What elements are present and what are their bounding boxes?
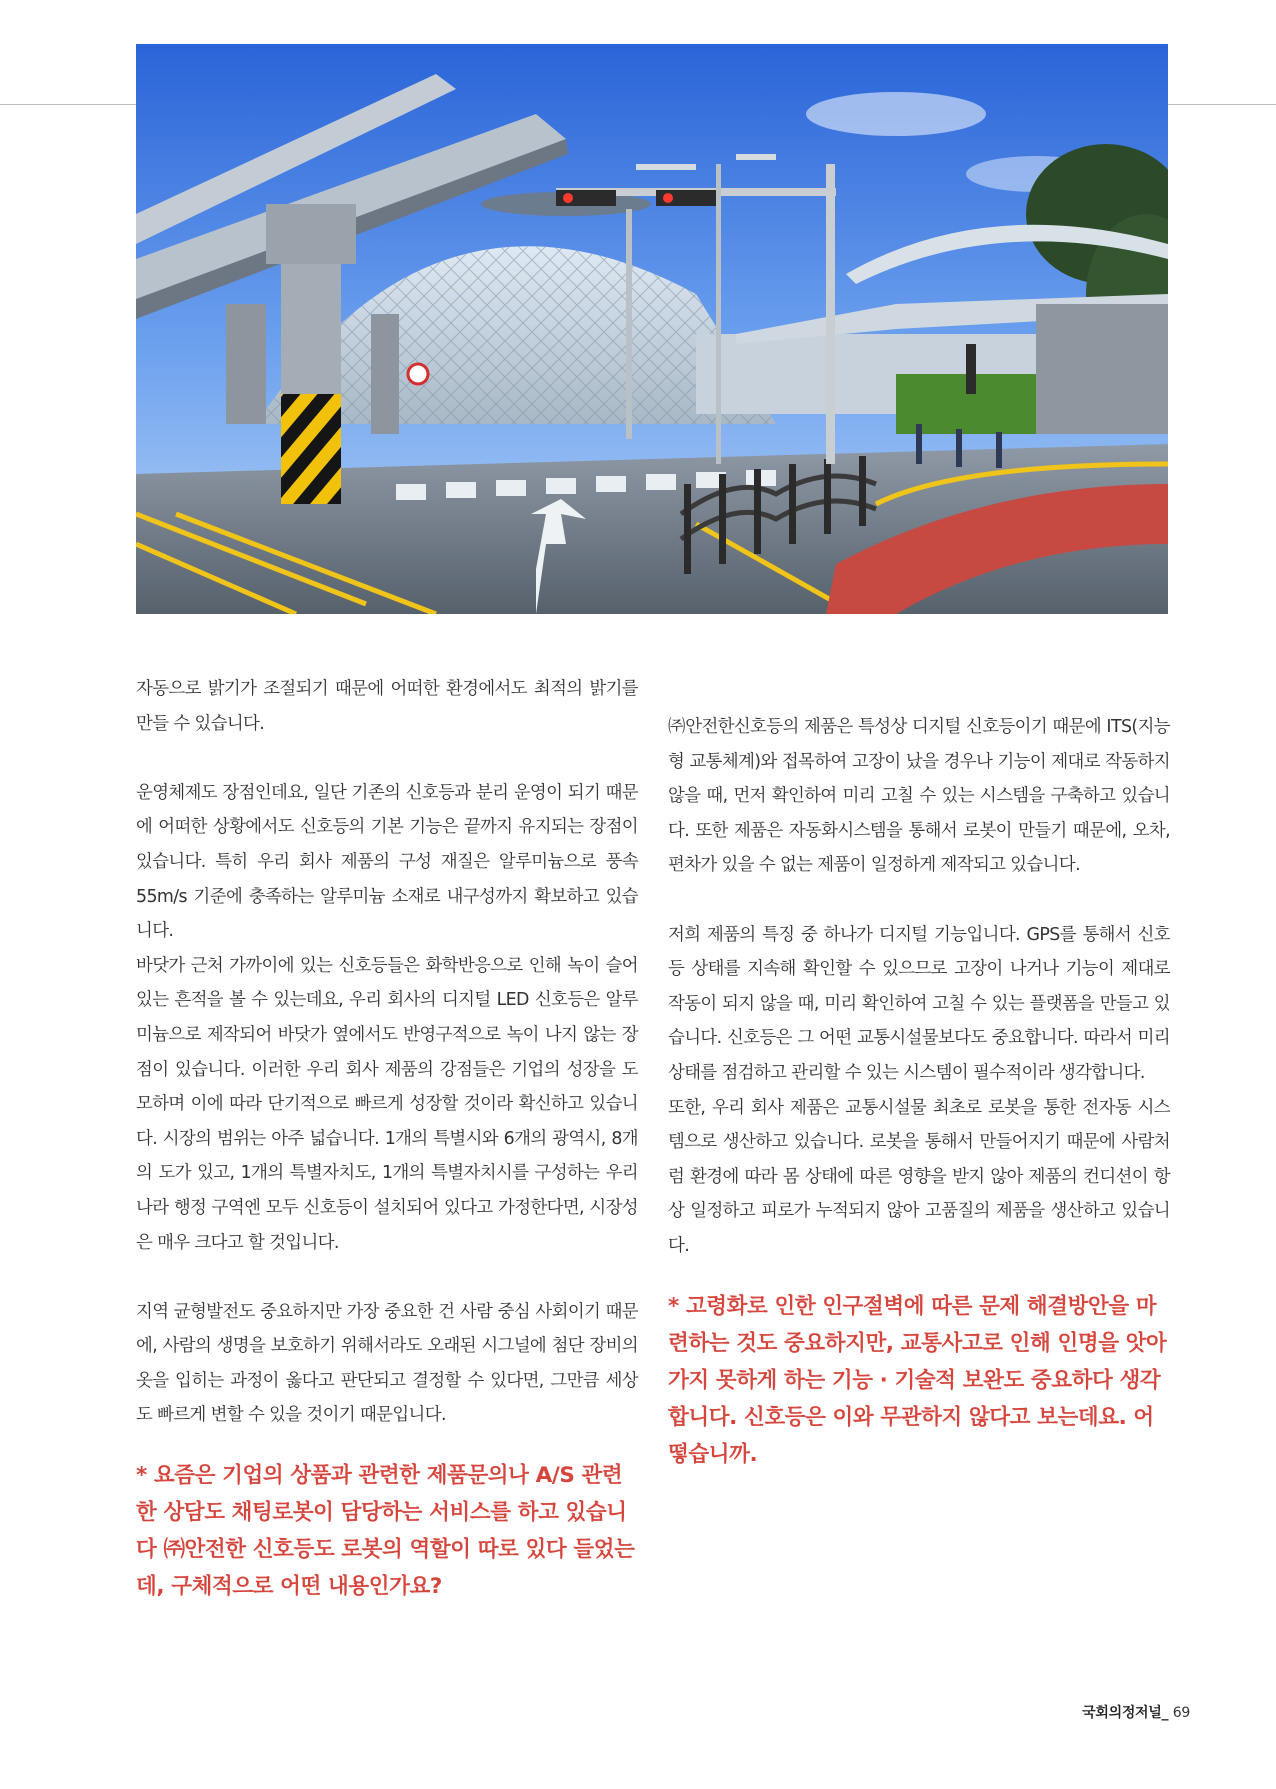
right-column (668, 710, 1170, 1473)
top-rule-left (0, 104, 136, 105)
left-column (136, 672, 638, 1605)
left-paragraph-3: 바닷가 근처 가까이에 있는 신호등들은 화학반응으로 인해 녹이 슬어있는 흔적을 볼 수 있는데요, 우리 회사의 디지털 LED 신호등은 알루미늄으로 제작되어 바닷가 옆에서도 반영구적으로 녹이 나지 않는 장점이 있습니다. 이러한 우리 회사 제품의 강점들은 기업의 성장을 도모하며 이에 따라 단기적으로 빠르게 성장할 것이라 확신하고 있습니다. 시장의 범위는 아주 넓습니다. 1개의 특별시와 6개의 광역시, 8개의 도가 있고, 1개의 특별자치도, 1개의 특별자치시를 구성하는 우리나라 행정 구역엔 모두 신호등이 설치되어 있다고 가정한다면, 시장성은 매우 크다고 할 것입니다. (136, 955, 638, 1253)
right-question: * 고령화로 인한 인구절벽에 따른 문제 해결방안을 마련하는 것도 중요하지만, 교통사고로 인해 인명을 앗아가지 못하게 하는 기능 · 기술적 보완도 중요하다 생각합니다. 신호등은 이와 무관하지 않다고 보는데요. 어떻습니까. (668, 1293, 1167, 1467)
top-rule-right (1168, 104, 1276, 105)
journal-name: 국회의정저널_ (1082, 1705, 1169, 1721)
page-footer (1082, 1702, 1190, 1722)
left-question: * 요즘은 기업의 상품과 관련한 제품문의나 A/S 관련한 상담도 채팅로봇이 담당하는 서비스를 하고 있습니다 ㈜안전한 신호등도 로봇의 역할이 따로 있다 들었는데, 구체적으로 어떤 내용인가요? (136, 1463, 635, 1600)
left-paragraph-4: 지역 균형발전도 중요하지만 가장 중요한 건 사람 중심 사회이기 때문에, 사람의 생명을 보호하기 위해서라도 오래된 시그널에 첨단 장비의 옷을 입히는 과정이 옳다고 판단되고 결정할 수 있다면, 그만큼 세상도 빠르게 변할 수 있을 것이기 때문입니다. (136, 1301, 638, 1426)
right-paragraph-3: 또한, 우리 회사 제품은 교통시설물 최초로 로봇을 통한 전자동 시스템으로 생산하고 있습니다. 로봇을 통해서 만들어지기 때문에 사람처럼 환경에 따라 몸 상태에 따른 영향을 받지 않아 제품의 컨디션이 항상 일정하고 피로가 누적되지 않아 고품질의 제품을 생산하고 있습니다. (668, 1097, 1170, 1256)
page-number: 69 (1172, 1705, 1190, 1721)
left-paragraph-1: 자동으로 밝기가 조절되기 때문에 어떠한 환경에서도 최적의 밝기를 만들 수 있습니다. (136, 679, 638, 734)
right-paragraph-2: 저희 제품의 특징 중 하나가 디지털 기능입니다. GPS를 통해서 신호등 상태를 지속해 확인할 수 있으므로 고장이 나거나 기능이 제대로 작동이 되지 않을 때, 미리 확인하여 고칠 수 있는 플랫폼을 만들고 있습니다. 신호등은 그 어떤 교통시설물보다도 중요합니다. 따라서 미리 상태를 점검하고 관리할 수 있는 시스템이 필수적이라 생각합니다. (668, 924, 1170, 1083)
left-paragraph-2: 운영체제도 장점인데요, 일단 기존의 신호등과 분리 운영이 되기 때문에 어떠한 상황에서도 신호등의 기본 기능은 끝까지 유지되는 장점이 있습니다. 특히 우리 회사 제품의 구성 재질은 알루미늄으로 풍속 55m/s 기준에 충족하는 알루미늄 소재로 내구성까지 확보하고 있습니다. (136, 782, 638, 942)
street-photo (136, 44, 1168, 614)
right-paragraph-1: ㈜안전한신호등의 제품은 특성상 디지털 신호등이기 때문에 ITS(지능형 교통체계)와 접목하여 고장이 났을 경우나 기능이 제대로 작동하지 않을 때, 먼저 확인하여 미리 고칠 수 있는 시스템을 구축하고 있습니다. 또한 제품은 자동화시스템을 통해서 로봇이 만들기 때문에, 오차, 편차가 있을 수 없는 제품이 일정하게 제작되고 있습니다. (668, 717, 1170, 876)
